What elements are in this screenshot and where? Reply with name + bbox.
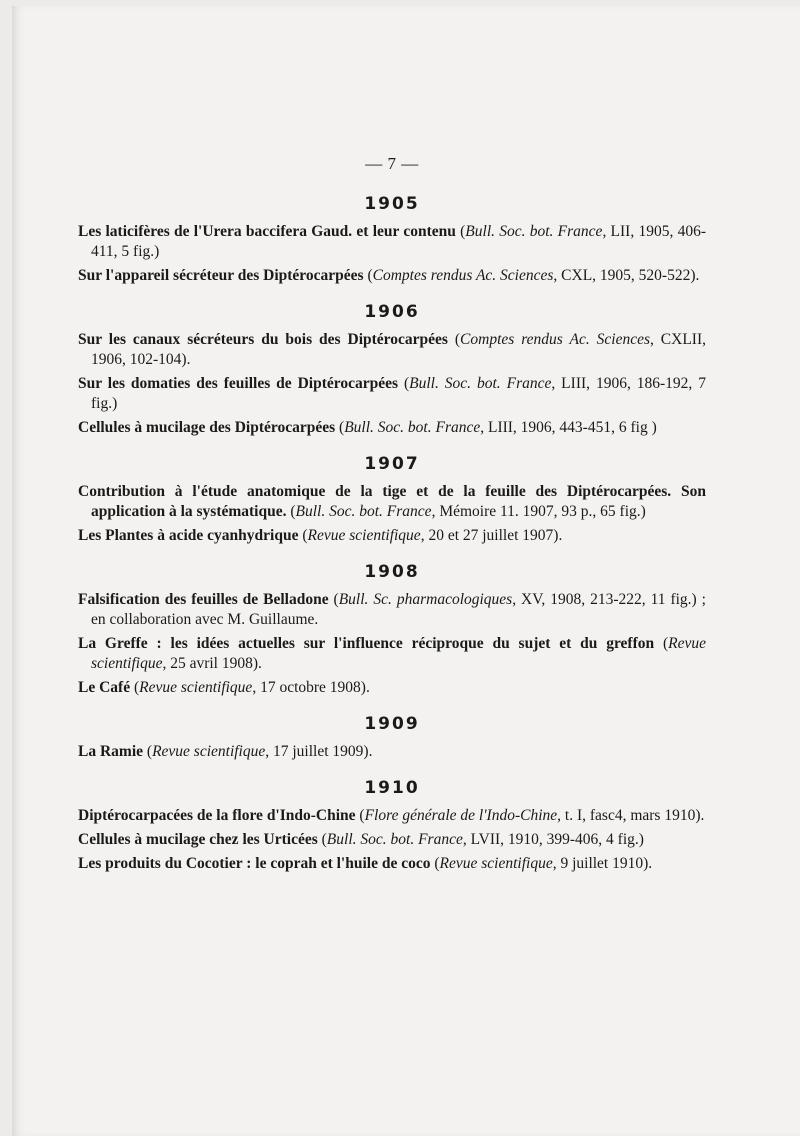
entry-source: Revue scientifique (152, 743, 266, 760)
entry-source: Bull. Soc. bot. France (409, 375, 552, 392)
bibliography-entry (78, 266, 706, 286)
entry-source: Bull. Soc. bot. France (465, 223, 603, 240)
entry-paren-open: ( (363, 267, 373, 284)
entry-details: , t. I, fasc4, mars 1910). (557, 807, 705, 824)
bibliography-entry (78, 374, 706, 414)
entry-source: Revue scientifique (307, 527, 421, 544)
bibliography-entry (78, 590, 706, 630)
entry-source: Bull. Soc. bot. France (295, 503, 432, 520)
year-heading: 1908 (364, 562, 420, 582)
bibliography-entry (78, 418, 706, 438)
year-section (78, 302, 706, 438)
entry-title: La Greffe : les idées actuelles sur l'influence réciproque du sujet et du greffon (78, 635, 655, 652)
entry-details: , 25 avril 1908). (162, 655, 262, 672)
entry-details: , 9 juillet 1910). (552, 855, 653, 872)
entry-paren-open: ( (355, 807, 365, 824)
entry-details: , CXL, 1905, 520-522). (553, 267, 700, 284)
page-content (78, 154, 706, 890)
year-heading: 1910 (364, 778, 420, 798)
year-section (78, 562, 706, 698)
entry-title: Sur l'appareil sécréteur des Diptérocarpées (78, 267, 364, 284)
entry-details: , LVII, 1910, 399-406, 4 fig.) (462, 831, 644, 848)
entry-title: Sur les domaties des feuilles de Diptérocarpées (78, 375, 399, 392)
bibliography-entry (78, 854, 706, 874)
entry-paren-open: ( (455, 223, 466, 240)
entry-details: , 20 et 27 juillet 1907). (420, 527, 563, 544)
page-number: — 7 — (365, 154, 419, 173)
entry-details: , Mémoire 11. 1907, 93 p., 65 fig.) (431, 503, 646, 520)
entry-title: La Ramie (78, 743, 144, 760)
entry-title: Cellules à mucilage des Diptérocarpées (78, 419, 336, 436)
entry-paren-open: ( (430, 855, 440, 872)
entry-paren-open: ( (298, 527, 308, 544)
entry-details: , LII, 1905, 406-411, 5 fig.) (91, 223, 706, 260)
entry-details: , 17 juillet 1909). (265, 743, 373, 760)
entry-source: Revue scientifique (439, 855, 553, 872)
entry-title: Sur les canaux sécréteurs du bois des Diptérocarpées (78, 331, 448, 348)
entry-paren-open: ( (143, 743, 153, 760)
entry-source: Comptes rendus Ac. Sciences (372, 267, 554, 284)
year-section (78, 194, 706, 286)
entry-title: Les produits du Cocotier : le coprah et l'huile de coco (78, 855, 431, 872)
entry-details: , CXLII, 1906, 102-104). (91, 331, 706, 368)
entry-details: , LIII, 1906, 186-192, 7 fig.) (91, 375, 706, 412)
entry-paren-open: ( (328, 591, 339, 608)
entry-title: Cellules à mucilage chez les Urticées (78, 831, 318, 848)
year-section (78, 778, 706, 874)
entry-paren-open: ( (335, 419, 345, 436)
entry-paren-open: ( (654, 635, 669, 652)
page-sheet (12, 6, 800, 1136)
entry-paren-open: ( (286, 503, 296, 520)
bibliography-list (78, 194, 706, 874)
bibliography-entry (78, 742, 706, 762)
entry-source: Revue scientifique (139, 679, 253, 696)
entry-details: , LIII, 1906, 443-451, 6 fig ) (480, 419, 657, 436)
bibliography-entry (78, 678, 706, 698)
bibliography-entry (78, 482, 706, 522)
entry-details: , XV, 1908, 213-222, 11 fig.) ; en collaboration avec M. Guillaume. (91, 591, 706, 628)
year-heading: 1909 (364, 714, 420, 734)
entry-source: Bull. Soc. bot. France (326, 831, 463, 848)
year-heading: 1906 (364, 302, 420, 322)
entry-title: Contribution à l'étude anatomique de la tige et de la feuille des Diptérocarpées. Son application à la systématique. (78, 483, 706, 520)
entry-title: Les Plantes à acide cyanhydrique (78, 527, 299, 544)
entry-paren-open: ( (130, 679, 140, 696)
bibliography-entry (78, 222, 706, 262)
bibliography-entry (78, 330, 706, 370)
entry-paren-open: ( (317, 831, 327, 848)
entry-source: Flore générale de l'Indo-Chine (364, 807, 558, 824)
entry-title: Le Café (78, 679, 131, 696)
entry-title: Diptérocarpacées de la flore d'Indo-Chine (78, 807, 356, 824)
bibliography-entry (78, 806, 706, 826)
year-section (78, 454, 706, 546)
bibliography-entry (78, 634, 706, 674)
year-section (78, 714, 706, 762)
entry-paren-open: ( (447, 331, 461, 348)
entry-source: Bull. Soc. bot. France (344, 419, 481, 436)
year-heading: 1907 (364, 454, 420, 474)
entry-paren-open: ( (398, 375, 410, 392)
entry-source: Comptes rendus Ac. Sciences (460, 331, 650, 348)
entry-source: Revue scientifique (91, 635, 707, 672)
bibliography-entry (78, 526, 706, 546)
entry-title: Falsification des feuilles de Belladone (78, 591, 329, 608)
entry-source: Bull. Sc. pharmacologiques (338, 591, 513, 608)
bibliography-entry (78, 830, 706, 850)
entry-details: , 17 octobre 1908). (252, 679, 370, 696)
year-heading: 1905 (364, 194, 420, 214)
entry-title: Les laticifères de l'Urera baccifera Gaud. et leur contenu (78, 223, 456, 240)
